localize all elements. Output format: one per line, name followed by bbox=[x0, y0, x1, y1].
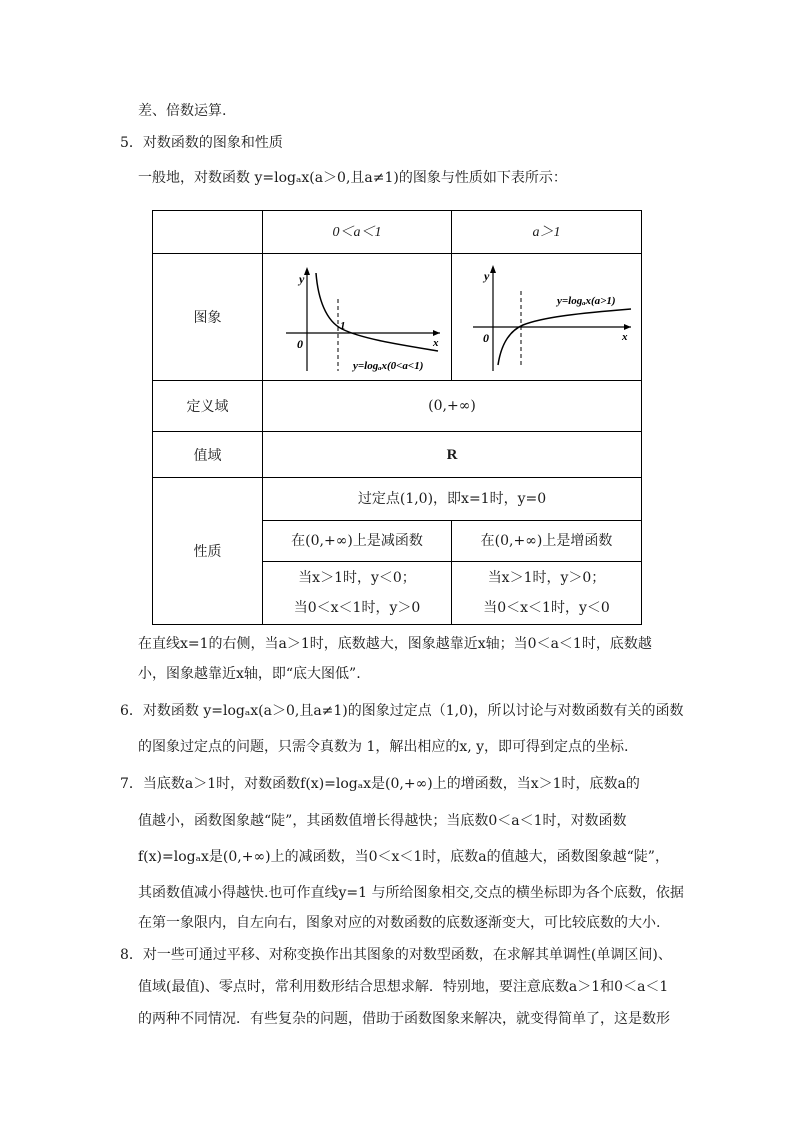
x-axis-arrow-icon bbox=[624, 324, 631, 330]
section-item-8: 8．对一些可通过平移、对称变换作出其图象的对数型函数，在求解其单调性(单调区间)、 bbox=[120, 947, 672, 963]
row-label-graph: 图象 bbox=[153, 254, 263, 381]
text-line: 小，图象越靠近x轴，即“底大图低”. bbox=[138, 666, 361, 682]
header-empty-cell bbox=[153, 211, 263, 254]
section-item-6: 6．对数函数 y=logₐx(a＞0,且a≠1)的图象过定点（1,0)，所以讨论与对数函数有关的函数 bbox=[120, 703, 684, 719]
y-axis-arrow-icon bbox=[490, 265, 496, 273]
log-function-properties-table bbox=[152, 210, 642, 625]
sign-info-decreasing bbox=[263, 562, 452, 625]
text-line-continuation: 差、倍数运算. bbox=[138, 103, 227, 119]
row-label-range: 值域 bbox=[153, 432, 263, 478]
section-item-7: 7．当底数a＞1时，对数函数f(x)=logₐx是(0,+∞)上的增函数，当x＞1时，底数a的 bbox=[120, 776, 640, 792]
decreasing-log-curve bbox=[316, 273, 438, 351]
text-line: 值域(最值)、零点时，常利用数形结合思想求解．特别地，要注意底数a＞1和0＜a＜1 bbox=[138, 979, 669, 995]
sign-a-line-2: 当0＜x＜1时，y＞0 bbox=[293, 600, 421, 616]
y-axis-arrow-icon bbox=[304, 267, 310, 275]
text-line: 的两种不同情况．有些复杂的问题，借助于函数图象来解决，就变得简单了，这是数形 bbox=[138, 1011, 670, 1027]
origin-label: 0 bbox=[482, 331, 489, 345]
graph-decreasing-cell bbox=[263, 254, 452, 381]
graph-decreasing-log bbox=[272, 259, 442, 375]
section-heading-5: 5．对数函数的图象和性质 bbox=[120, 135, 283, 151]
curve-label-increasing: y=logₐx(a>1) bbox=[556, 295, 616, 307]
curve-label-decreasing: y=logₐx(0<a<1) bbox=[353, 360, 424, 372]
range-value: R bbox=[263, 432, 642, 478]
row-label-properties: 性质 bbox=[153, 478, 263, 625]
x-axis-arrow-icon bbox=[433, 330, 440, 336]
y-axis-label: y bbox=[483, 269, 489, 283]
sign-b-line-1: 当x＞1时，y＞0； bbox=[487, 570, 606, 586]
row-label-domain: 定义域 bbox=[153, 381, 263, 432]
text-line: 在直线x=1的右侧，当a＞1时，底数越大，图象越靠近x轴；当0＜a＜1时，底数越 bbox=[138, 636, 652, 652]
y-axis-label: y bbox=[299, 272, 305, 286]
increasing-log-curve bbox=[498, 309, 631, 365]
text-line: 其函数值减小得越快.也可作直线y=1 与所给图象相交,交点的横坐标即为各个底数，依据 bbox=[138, 885, 684, 901]
monotonic-decreasing: 在(0,+∞)上是减函数 bbox=[263, 521, 452, 562]
text-line: 在第一象限内，自左向右，图象对应的对数函数的底数逐渐变大，可比较底数的大小. bbox=[138, 915, 661, 931]
intro-line: 一般地，对数函数 y=logₐx(a＞0,且a≠1)的图象与性质如下表所示： bbox=[138, 170, 567, 186]
sign-info-increasing bbox=[452, 562, 642, 625]
sign-b-line-2: 当0＜x＜1时，y＜0 bbox=[483, 600, 610, 616]
monotonic-increasing: 在(0,+∞)上是增函数 bbox=[452, 521, 642, 562]
text-line: 值越小，函数图象越“陡”，其函数值增长得越快；当底数0＜a＜1时，对数函数 bbox=[138, 813, 627, 829]
domain-value: (0,+∞) bbox=[263, 381, 642, 432]
text-line: f(x)=logₐx是(0,+∞)上的减函数，当0＜x＜1时，底数a的值越大，函数图象越“陡”， bbox=[138, 849, 669, 865]
origin-label: 0 bbox=[297, 337, 303, 351]
text-line: 的图象过定点的问题，只需令真数为 1，解出相应的x, y，即可得到定点的坐标. bbox=[138, 739, 629, 755]
header-a-less-1: 0＜a＜1 bbox=[263, 211, 452, 254]
graph-increasing-log bbox=[461, 259, 633, 375]
x-axis-label: x bbox=[433, 337, 439, 349]
fixed-point-property: 过定点(1,0)，即x=1时，y=0 bbox=[263, 478, 642, 521]
header-a-greater-1: a＞1 bbox=[452, 211, 642, 254]
sign-a-line-1: 当x＞1时，y＜0； bbox=[298, 570, 416, 586]
x-axis-label: x bbox=[621, 331, 627, 343]
one-label: 1 bbox=[340, 320, 346, 332]
graph-increasing-cell bbox=[452, 254, 642, 381]
